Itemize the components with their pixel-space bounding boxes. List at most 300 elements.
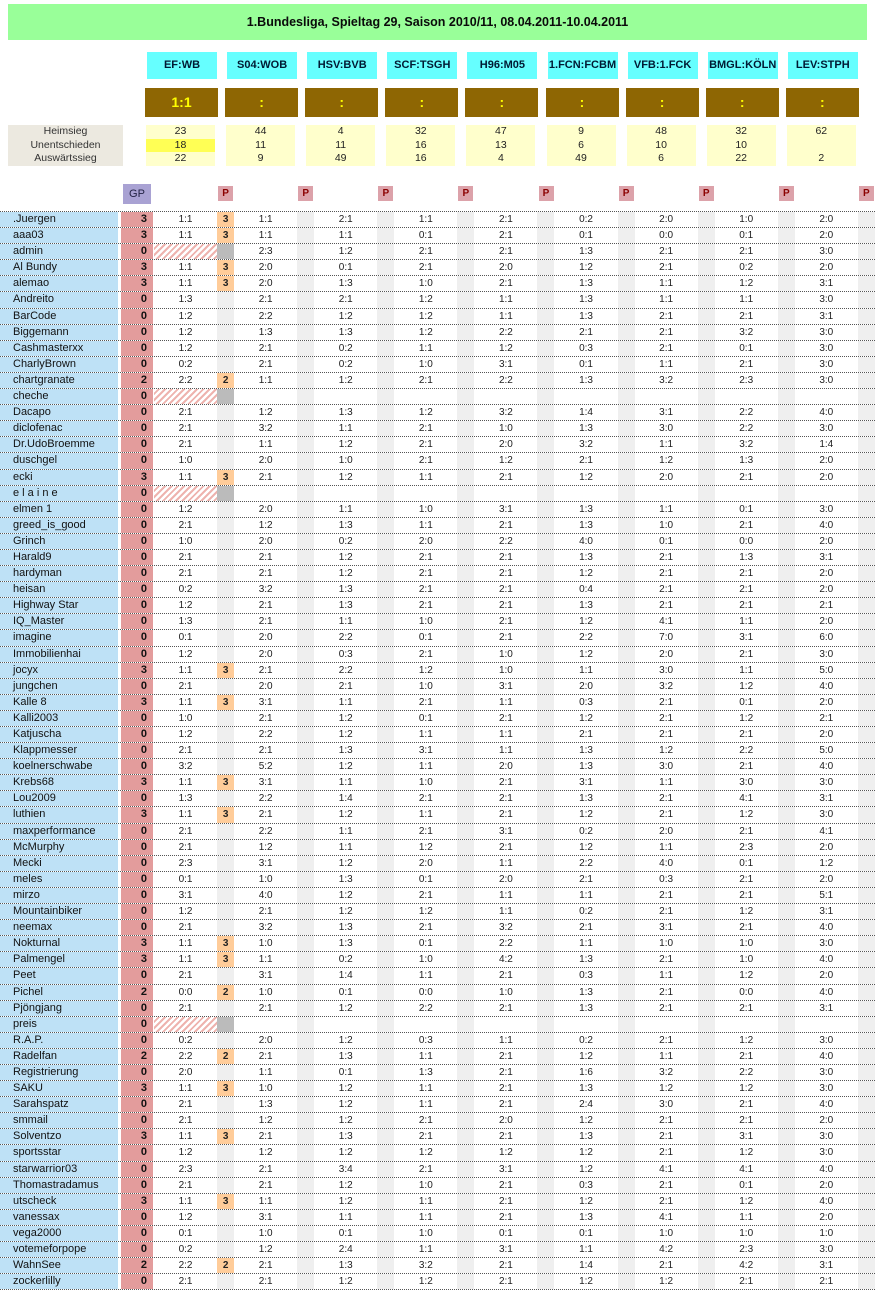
- tip-cell: 2:1: [154, 1097, 217, 1112]
- player-gp: 0: [121, 437, 153, 452]
- tip-cell: 1:2: [394, 1274, 457, 1289]
- points-cell: [858, 1162, 875, 1177]
- points-cell: [858, 695, 875, 710]
- tip-cell: 2:0: [795, 1113, 858, 1128]
- tip-cell: 1:2: [635, 1081, 698, 1096]
- p-column-header: P: [779, 186, 794, 201]
- player-gp: 0: [121, 968, 153, 983]
- points-cell: [457, 1113, 474, 1128]
- tip-cell: 2:1: [234, 470, 297, 485]
- table-row: [0, 791, 875, 807]
- player-name: votemeforpope: [0, 1242, 118, 1257]
- table-row: [0, 260, 875, 276]
- match-result: 1:1: [145, 88, 218, 117]
- points-cell: [297, 598, 314, 613]
- points-cell-scored: 3: [217, 212, 234, 227]
- points-cell: [297, 679, 314, 694]
- points-cell: [618, 1033, 635, 1048]
- points-cell: [217, 421, 234, 436]
- tip-cell: 3:0: [795, 373, 858, 388]
- points-cell: [457, 1065, 474, 1080]
- player-gp: 0: [121, 743, 153, 758]
- points-cell: [297, 791, 314, 806]
- points-cell: [297, 1242, 314, 1257]
- tip-cell: 2:2: [474, 325, 537, 340]
- points-cell: [618, 325, 635, 340]
- legend-heimsieg: Heimsieg: [43, 125, 88, 137]
- player-name: CharlyBrown: [0, 357, 118, 372]
- tip-cell: [234, 389, 297, 404]
- tip-cell: 2:1: [394, 920, 457, 935]
- match-result: :: [385, 88, 458, 117]
- tip-cell: 2:1: [715, 518, 778, 533]
- tip-cell: 1:3: [554, 518, 617, 533]
- points-cell: [778, 647, 795, 662]
- points-cell: [377, 824, 394, 839]
- table-row: [0, 1162, 875, 1178]
- points-cell: [377, 502, 394, 517]
- tip-cell: 2:1: [394, 566, 457, 581]
- tip-cell: 2:1: [234, 292, 297, 307]
- table-row: [0, 1242, 875, 1258]
- tip-cell: 2:1: [394, 791, 457, 806]
- tip-cell: 3:2: [554, 437, 617, 452]
- points-cell: [457, 663, 474, 678]
- stat-heimsieg: 32: [414, 125, 427, 137]
- points-cell: [698, 534, 715, 549]
- points-cell: [698, 1081, 715, 1096]
- p-column-header: P: [859, 186, 874, 201]
- tip-cell: 2:1: [715, 244, 778, 259]
- tip-cell: 3:0: [795, 341, 858, 356]
- points-cell: [377, 598, 394, 613]
- table-row: [0, 614, 875, 630]
- tip-cell: 1:1: [554, 936, 617, 951]
- match-header: VFB:1.FCK: [628, 52, 698, 79]
- tip-cell: 0:3: [635, 872, 698, 887]
- points-cell: [698, 582, 715, 597]
- points-cell: [457, 840, 474, 855]
- points-cell: [698, 904, 715, 919]
- tip-cell: 0:2: [154, 357, 217, 372]
- tip-cell: 1:2: [314, 373, 377, 388]
- table-row: [0, 453, 875, 469]
- tip-cell: 2:1: [234, 566, 297, 581]
- tip-cell: 2:1: [635, 1258, 698, 1273]
- tip-cell: 2:1: [394, 582, 457, 597]
- points-cell: [217, 582, 234, 597]
- points-cell: [618, 1145, 635, 1160]
- table-row: [0, 936, 875, 952]
- player-gp: 0: [121, 292, 153, 307]
- points-cell: [618, 357, 635, 372]
- points-cell: [778, 679, 795, 694]
- tip-cell: 3:1: [394, 743, 457, 758]
- points-cell: [297, 824, 314, 839]
- points-cell: [297, 550, 314, 565]
- tip-cell: 2:1: [635, 711, 698, 726]
- points-cell: [778, 807, 795, 822]
- player-name: Dr.UdoBroemme: [0, 437, 118, 452]
- tip-cell: 1:0: [394, 502, 457, 517]
- points-cell: [217, 405, 234, 420]
- points-cell: [377, 904, 394, 919]
- tip-cell: 1:0: [394, 1178, 457, 1193]
- points-cell: [537, 357, 554, 372]
- p-column-header: P: [699, 186, 714, 201]
- points-cell: [698, 856, 715, 871]
- tip-cell: 2:1: [635, 244, 698, 259]
- p-column-header: P: [218, 186, 233, 201]
- points-cell: [858, 1081, 875, 1096]
- tip-cell: [554, 486, 617, 501]
- points-cell: [618, 727, 635, 742]
- tip-cell: 1:3: [234, 1097, 297, 1112]
- tip-cell: 2:1: [474, 228, 537, 243]
- points-cell: [778, 437, 795, 452]
- match-header: EF:WB: [147, 52, 217, 79]
- points-cell: [858, 582, 875, 597]
- tip-cell: 2:1: [474, 1081, 537, 1096]
- tip-cell: 1:0: [154, 453, 217, 468]
- tip-cell: 0:2: [154, 582, 217, 597]
- points-cell: [217, 598, 234, 613]
- points-cell: [778, 373, 795, 388]
- tip-cell: 2:1: [234, 1178, 297, 1193]
- tip-cell: 2:0: [795, 872, 858, 887]
- points-cell: [618, 1210, 635, 1225]
- points-cell: [217, 679, 234, 694]
- tip-cell: 2:1: [715, 888, 778, 903]
- tip-cell: 3:2: [635, 1065, 698, 1080]
- points-cell: [858, 743, 875, 758]
- table-row: [0, 389, 875, 405]
- points-cell: [618, 1113, 635, 1128]
- points-cell: [537, 791, 554, 806]
- tip-cell: 0:3: [554, 1178, 617, 1193]
- points-cell: [217, 711, 234, 726]
- tip-cell: 2:1: [154, 1274, 217, 1289]
- tip-cell: 2:0: [234, 630, 297, 645]
- tip-cell: 1:1: [234, 212, 297, 227]
- tip-cell: 1:2: [474, 341, 537, 356]
- tip-cell: 2:1: [154, 421, 217, 436]
- points-cell: [377, 453, 394, 468]
- tip-cell: 0:3: [554, 695, 617, 710]
- tip-cell: 2:0: [635, 824, 698, 839]
- tip-cell: 2:1: [154, 405, 217, 420]
- tip-cell-blocked: [154, 486, 217, 501]
- points-cell: [297, 968, 314, 983]
- points-cell: [778, 1017, 795, 1032]
- points-cell: [377, 840, 394, 855]
- points-cell: [377, 856, 394, 871]
- points-cell: [457, 276, 474, 291]
- points-cell: [858, 244, 875, 259]
- player-name: Andreito: [0, 292, 118, 307]
- tip-cell: [554, 389, 617, 404]
- points-cell: [618, 614, 635, 629]
- tip-cell: 1:3: [554, 1129, 617, 1144]
- points-cell: [377, 1049, 394, 1064]
- points-cell: [297, 743, 314, 758]
- points-cell: [618, 421, 635, 436]
- tip-cell: 1:2: [154, 502, 217, 517]
- player-name: WahnSee: [0, 1258, 118, 1273]
- tip-cell: 2:1: [554, 325, 617, 340]
- points-cell: [858, 1178, 875, 1193]
- tip-cell: 1:2: [154, 647, 217, 662]
- points-cell: [297, 1049, 314, 1064]
- points-cell: [457, 791, 474, 806]
- player-gp: 0: [121, 711, 153, 726]
- points-cell: [618, 389, 635, 404]
- tip-cell: 2:1: [154, 968, 217, 983]
- tip-cell: 1:2: [554, 1145, 617, 1160]
- tip-cell: 1:3: [715, 550, 778, 565]
- tip-cell: 3:1: [635, 405, 698, 420]
- tip-cell: 3:1: [715, 1129, 778, 1144]
- points-cell: [217, 872, 234, 887]
- points-cell: [698, 647, 715, 662]
- points-cell: [858, 968, 875, 983]
- tip-cell: 1:2: [554, 260, 617, 275]
- tip-cell: [474, 486, 537, 501]
- tip-cell: 1:3: [314, 1129, 377, 1144]
- points-cell: [457, 1129, 474, 1144]
- tip-cell: 1:2: [314, 470, 377, 485]
- tip-cell: 3:1: [715, 630, 778, 645]
- p-column-header: P: [378, 186, 393, 201]
- points-cell: [297, 920, 314, 935]
- points-cell: [537, 1033, 554, 1048]
- points-cell: [537, 1129, 554, 1144]
- tip-cell: 2:0: [234, 276, 297, 291]
- points-cell: [537, 325, 554, 340]
- points-cell: [217, 920, 234, 935]
- points-cell: [377, 1258, 394, 1273]
- points-cell: [537, 936, 554, 951]
- points-cell: [537, 985, 554, 1000]
- points-cell: [698, 292, 715, 307]
- tip-cell: 1:3: [314, 1258, 377, 1273]
- points-cell: [778, 824, 795, 839]
- points-cell: [618, 566, 635, 581]
- tip-cell: 0:1: [394, 936, 457, 951]
- points-cell: [217, 566, 234, 581]
- tip-cell: 1:1: [554, 888, 617, 903]
- points-cell: [377, 357, 394, 372]
- tip-cell: 1:1: [715, 1210, 778, 1225]
- points-cell: [618, 791, 635, 806]
- points-cell: [698, 244, 715, 259]
- tip-cell: 3:1: [474, 357, 537, 372]
- points-cell: [698, 695, 715, 710]
- points-cell: [457, 1145, 474, 1160]
- match-stat-cell: [627, 125, 696, 166]
- points-cell: [618, 679, 635, 694]
- points-cell: [858, 1001, 875, 1016]
- player-gp: 0: [121, 1017, 153, 1032]
- tip-cell: 1:3: [314, 518, 377, 533]
- player-name: duschgel: [0, 453, 118, 468]
- tip-cell: 2:1: [474, 1210, 537, 1225]
- tip-cell: 0:2: [554, 1033, 617, 1048]
- points-cell: [618, 888, 635, 903]
- tip-cell: 1:2: [314, 1194, 377, 1209]
- tip-cell: 2:0: [154, 1065, 217, 1080]
- tip-cell: 1:0: [154, 711, 217, 726]
- tip-cell: [474, 389, 537, 404]
- points-cell: [618, 1001, 635, 1016]
- player-gp: 0: [121, 1242, 153, 1257]
- points-cell: [778, 566, 795, 581]
- tip-cell: 3:0: [635, 663, 698, 678]
- players-table: [0, 211, 875, 1290]
- points-cell: [377, 968, 394, 983]
- tip-cell: 1:3: [715, 453, 778, 468]
- points-cell: [217, 727, 234, 742]
- tip-cell: 0:1: [154, 872, 217, 887]
- points-cell: [377, 1210, 394, 1225]
- tip-cell: 1:1: [394, 470, 457, 485]
- tip-cell: 2:1: [474, 1194, 537, 1209]
- table-row: [0, 679, 875, 695]
- points-cell: [377, 872, 394, 887]
- table-row: [0, 952, 875, 968]
- points-cell: [377, 759, 394, 774]
- tip-cell: 2:1: [234, 1049, 297, 1064]
- tip-cell: 2:1: [635, 325, 698, 340]
- tip-cell: 2:1: [154, 743, 217, 758]
- tip-cell: 1:2: [554, 840, 617, 855]
- table-row: [0, 437, 875, 453]
- points-cell: [297, 1001, 314, 1016]
- tip-cell: 1:1: [394, 727, 457, 742]
- tip-cell: 2:1: [154, 824, 217, 839]
- player-gp: 0: [121, 357, 153, 372]
- points-cell: [537, 453, 554, 468]
- points-cell: [457, 727, 474, 742]
- match-header: HSV:BVB: [307, 52, 377, 79]
- table-row: [0, 1017, 875, 1033]
- points-cell-scored: 2: [217, 1258, 234, 1273]
- points-cell: [377, 888, 394, 903]
- points-cell: [457, 1178, 474, 1193]
- stat-heimsieg: 9: [578, 125, 584, 137]
- points-cell: [858, 840, 875, 855]
- stat-unentschieden: [787, 139, 856, 153]
- tip-cell: 1:1: [394, 1049, 457, 1064]
- points-cell-scored: 3: [217, 775, 234, 790]
- tip-cell: [314, 389, 377, 404]
- player-name: utscheck: [0, 1194, 118, 1209]
- points-cell: [778, 711, 795, 726]
- points-cell: [217, 1113, 234, 1128]
- tip-cell: 1:2: [554, 807, 617, 822]
- points-cell: [457, 1049, 474, 1064]
- points-cell: [217, 453, 234, 468]
- points-cell: [537, 309, 554, 324]
- player-gp: 0: [121, 759, 153, 774]
- points-cell: [377, 373, 394, 388]
- points-cell: [618, 647, 635, 662]
- p-column-header: P: [539, 186, 554, 201]
- player-name: Mountainbiker: [0, 904, 118, 919]
- points-cell: [778, 1097, 795, 1112]
- points-cell-scored: 3: [217, 228, 234, 243]
- points-cell: [297, 518, 314, 533]
- stat-auswaertssieg: 4: [497, 152, 504, 165]
- tip-cell: 2:2: [474, 936, 537, 951]
- points-cell: [217, 502, 234, 517]
- points-cell: [698, 920, 715, 935]
- table-row: [0, 1178, 875, 1194]
- tip-cell: 2:1: [635, 550, 698, 565]
- tip-cell: 2:1: [715, 759, 778, 774]
- points-cell: [537, 1097, 554, 1112]
- points-cell: [457, 357, 474, 372]
- tip-cell: 0:1: [314, 1065, 377, 1080]
- tip-cell: 4:1: [715, 1162, 778, 1177]
- tip-cell: 1:1: [474, 743, 537, 758]
- tip-cell: 2:1: [635, 985, 698, 1000]
- tip-cell: 1:0: [474, 421, 537, 436]
- tip-cell: 2:0: [474, 759, 537, 774]
- tip-cell: 1:1: [234, 437, 297, 452]
- tip-cell: 1:1: [635, 1049, 698, 1064]
- table-row: [0, 1065, 875, 1081]
- points-cell: [297, 759, 314, 774]
- tip-cell: 2:1: [474, 566, 537, 581]
- tip-cell: 3:1: [635, 920, 698, 935]
- table-row: [0, 550, 875, 566]
- player-gp: 0: [121, 325, 153, 340]
- points-cell: [858, 389, 875, 404]
- tip-cell: 2:0: [554, 679, 617, 694]
- tip-cell: 1:2: [394, 840, 457, 855]
- tip-cell: 3:1: [474, 1162, 537, 1177]
- stat-unentschieden: 11: [335, 138, 347, 151]
- match-result: :: [305, 88, 378, 117]
- tip-cell: 2:0: [795, 614, 858, 629]
- points-cell: [698, 727, 715, 742]
- table-row: [0, 840, 875, 856]
- player-name: neemax: [0, 920, 118, 935]
- table-row: [0, 405, 875, 421]
- points-cell: [377, 276, 394, 291]
- points-cell: [297, 630, 314, 645]
- points-cell: [217, 309, 234, 324]
- tip-cell: 2:0: [394, 534, 457, 549]
- points-cell: [778, 453, 795, 468]
- points-cell: [537, 679, 554, 694]
- stat-auswaertssieg: 49: [334, 152, 347, 165]
- tip-cell: 1:3: [394, 1065, 457, 1080]
- points-cell: [858, 453, 875, 468]
- points-cell: [858, 936, 875, 951]
- points-cell: [858, 1145, 875, 1160]
- tip-cell: 4:0: [795, 1049, 858, 1064]
- tip-cell: 2:1: [715, 727, 778, 742]
- tip-cell: 0:3: [554, 968, 617, 983]
- points-cell: [858, 614, 875, 629]
- points-cell: [778, 260, 795, 275]
- points-cell: [778, 630, 795, 645]
- points-cell: [217, 1097, 234, 1112]
- tip-cell: 2:1: [795, 598, 858, 613]
- tip-cell: 4:1: [635, 1210, 698, 1225]
